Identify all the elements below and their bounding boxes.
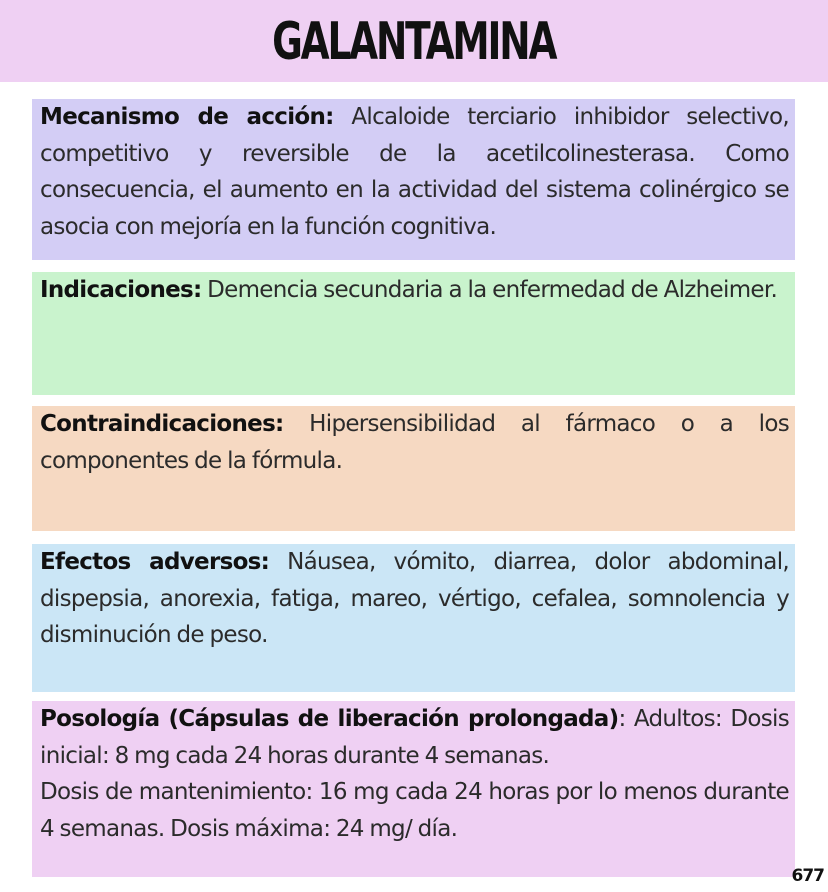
posologia-paragraph: [40, 701, 789, 774]
efectos-text: Náusea, vómito, diarrea, dolor abdominal, dispepsia, anorexia, fatiga, mareo, vértigo, cefalea, somnolencia y disminución de peso.: [40, 549, 789, 648]
mecanismo-paragraph: [40, 99, 789, 245]
indicaciones-text: Demencia secundaria a la enfermedad de Alzheimer.: [201, 277, 778, 303]
section-efectos-adversos: [32, 544, 795, 692]
posologia-text: : Adultos: Dosis inicial: 8 mg cada 24 horas durante 4 semanas.: [40, 706, 789, 769]
section-mecanismo: [32, 99, 795, 260]
contraindicaciones-text: Hipersensibilidad al fármaco o a los componentes de la fórmula.: [40, 411, 789, 474]
posologia-label: Posología (Cápsulas de liberación prolongada): [40, 706, 619, 732]
contraindicaciones-paragraph: [40, 406, 789, 479]
indicaciones-paragraph: [40, 272, 789, 309]
indicaciones-label: Indicaciones:: [40, 277, 202, 303]
contraindicaciones-label: Contraindicaciones:: [40, 411, 284, 437]
posologia-paragraph-2: Dosis de mantenimiento: 16 mg cada 24 horas por lo menos durante 4 semanas. Dosis máxima: 24 mg/ día.: [40, 779, 789, 842]
section-indicaciones: [32, 272, 795, 395]
section-contraindicaciones: [32, 406, 795, 531]
mecanismo-text: Alcaloide terciario inhibidor selectivo, competitivo y reversible de la acetilcolinesterasa. Como consecuencia, el aumento en la actividad del sistema colinérgico se asocia con mejoría en la función cognitiva.: [40, 104, 789, 240]
page-title: GALANTAMINA: [272, 12, 556, 72]
efectos-label: Efectos adversos:: [40, 549, 270, 575]
efectos-paragraph: [40, 544, 789, 654]
section-posologia: [32, 701, 795, 877]
page-number: 677: [791, 866, 824, 886]
title-banner: [0, 0, 828, 82]
mecanismo-label: Mecanismo de acción:: [40, 104, 334, 130]
